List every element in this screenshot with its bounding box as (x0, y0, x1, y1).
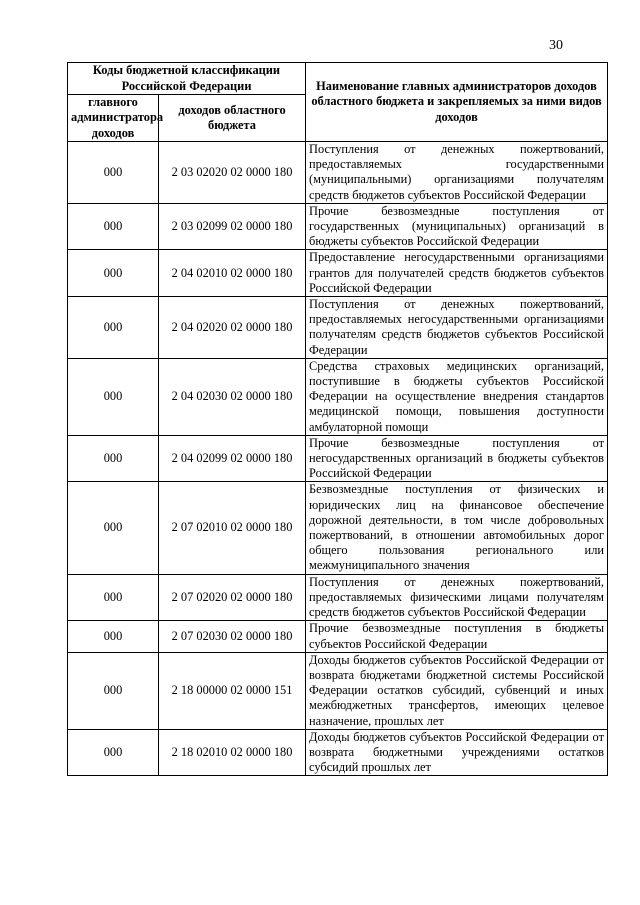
income-code-cell: 2 04 02030 02 0000 180 (159, 358, 306, 435)
table-row (68, 482, 608, 574)
admin-code-cell: 000 (68, 142, 159, 204)
income-description-cell: Прочие безвозмездные поступления от негосударственных организаций в бюджеты субъектов Российской Федерации (306, 435, 608, 482)
table-row (68, 435, 608, 482)
table-row (68, 621, 608, 652)
table-row (68, 574, 608, 621)
table-row (68, 250, 608, 297)
income-description-cell: Поступления от денежных пожертвований, предоставляемых негосударственными организациями получателям средств бюджетов субъектов Российской Федерации (306, 297, 608, 359)
table-row (68, 652, 608, 729)
header-income-code: доходов областного бюджета (159, 95, 306, 142)
income-code-cell: 2 07 02010 02 0000 180 (159, 482, 306, 574)
page-number: 30 (549, 38, 563, 53)
income-code-cell: 2 18 00000 02 0000 151 (159, 652, 306, 729)
income-description-cell: Поступления от денежных пожертвований, предоставляемых физическими лицами получателям средств бюджетов субъектов Российской Федерации (306, 574, 608, 621)
table-row (68, 297, 608, 359)
income-code-cell: 2 04 02010 02 0000 180 (159, 250, 306, 297)
table-row (68, 729, 608, 776)
admin-code-cell: 000 (68, 358, 159, 435)
table-row (68, 358, 608, 435)
admin-code-cell: 000 (68, 482, 159, 574)
income-code-cell: 2 07 02030 02 0000 180 (159, 621, 306, 652)
admin-code-cell: 000 (68, 574, 159, 621)
header-description: Наименование главных администраторов доходов областного бюджета и закрепляемых за ними видов доходов (306, 63, 608, 142)
table-row (68, 142, 608, 204)
table-body (68, 142, 608, 776)
admin-code-cell: 000 (68, 250, 159, 297)
income-code-cell: 2 18 02010 02 0000 180 (159, 729, 306, 776)
income-description-cell: Безвозмездные поступления от физических и юридических лиц на финансовое обеспечение дорожной деятельности, в том числе добровольных пожертвований, в отношении автомобильных дорог общего пользования регионального или межмуниципального значения (306, 482, 608, 574)
income-description-cell: Прочие безвозмездные поступления в бюджеты субъектов Российской Федерации (306, 621, 608, 652)
header-codes-group: Коды бюджетной классификации Российской Федерации (68, 63, 306, 95)
income-description-cell: Предоставление негосударственными организациями грантов для получателей средств бюджетов субъектов Российской Федерации (306, 250, 608, 297)
header-admin-code: главного администратора доходов (68, 95, 159, 142)
income-code-cell: 2 04 02099 02 0000 180 (159, 435, 306, 482)
admin-code-cell: 000 (68, 435, 159, 482)
admin-code-cell: 000 (68, 621, 159, 652)
income-description-cell: Доходы бюджетов субъектов Российской Федерации от возврата бюджетами бюджетной системы Российской Федерации остатков субсидий, субвенций и иных межбюджетных трансфертов, имеющих целевое назначение, прошлых лет (306, 652, 608, 729)
income-description-cell: Доходы бюджетов субъектов Российской Федерации от возврата бюджетными учреждениями остатков субсидий прошлых лет (306, 729, 608, 776)
income-code-cell: 2 03 02099 02 0000 180 (159, 203, 306, 250)
income-description-cell: Прочие безвозмездные поступления от государственных (муниципальных) организаций в бюджеты субъектов Российской Федерации (306, 203, 608, 250)
income-description-cell: Поступления от денежных пожертвований, предоставляемых государственными (муниципальными) организациями получателям средств бюджетов субъектов Российской Федерации (306, 142, 608, 204)
admin-code-cell: 000 (68, 729, 159, 776)
revenue-classification-table (67, 62, 608, 776)
admin-code-cell: 000 (68, 203, 159, 250)
table-row (68, 203, 608, 250)
income-code-cell: 2 04 02020 02 0000 180 (159, 297, 306, 359)
income-code-cell: 2 07 02020 02 0000 180 (159, 574, 306, 621)
income-code-cell: 2 03 02020 02 0000 180 (159, 142, 306, 204)
admin-code-cell: 000 (68, 652, 159, 729)
income-description-cell: Средства страховых медицинских организаций, поступившие в бюджеты субъектов Российской Федерации на осуществление внедрения стандартов медицинской помощи, повышения доступности амбулаторной помощи (306, 358, 608, 435)
admin-code-cell: 000 (68, 297, 159, 359)
